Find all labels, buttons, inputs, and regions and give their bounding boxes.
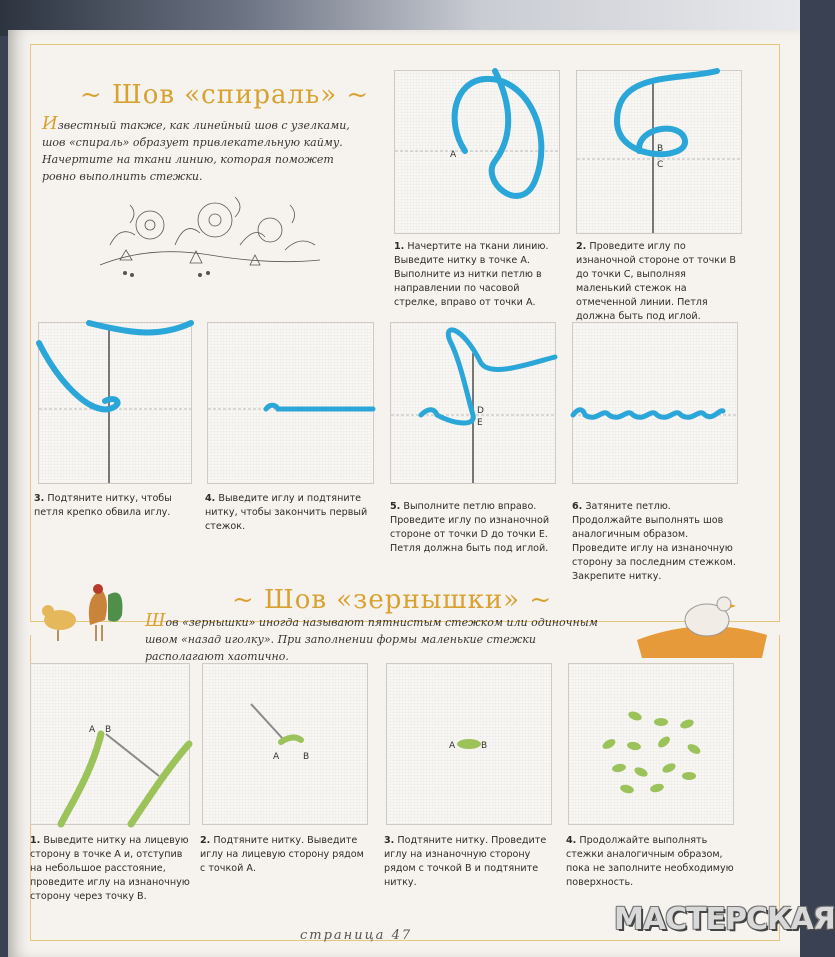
seed-photo-4 — [568, 663, 734, 825]
step-text: Подтяните нитку, чтобы петля крепко обвила иглу. — [34, 493, 172, 518]
step-text: Подтяните нитку. Проведите иглу на изнаночную сторону рядом с точкой В и подтяните нитку. — [384, 835, 547, 888]
rooster-illustration — [30, 575, 130, 645]
step-number: 2. — [576, 241, 587, 252]
step-text: Выведите нитку на лицевую сторону в точке А и, отступив на небольшое расстояние, проведите иглу на изнаночную сторону через точку В. — [30, 835, 190, 902]
step-text: Продолжайте выполнять стежки аналогичным образом, пока не заполните необходимую поверхность. — [566, 835, 734, 888]
point-label: A — [273, 752, 280, 762]
section1-intro-dropcap: И — [42, 113, 58, 134]
step-photo-3 — [38, 322, 192, 484]
step-caption-2 — [576, 240, 742, 324]
step-number: 1. — [30, 835, 41, 846]
step-photo-6 — [572, 322, 738, 484]
seed-caption-3 — [384, 834, 552, 890]
step-text: Затяните петлю. Продолжайте выполнять шов аналогичным образом. Проведите иглу на изнаночную сторону за последним стежком. Закрепите нитку. — [572, 501, 736, 582]
seed-photo-1 — [30, 663, 190, 825]
step-number: 5. — [390, 501, 401, 512]
section1-title: ~ Шов «спираль» ~ — [80, 80, 370, 110]
point-label: A — [449, 741, 456, 751]
step-text: Проведите иглу по изнаночной стороне от точки В до точки С, выполняя маленький стежок на отмеченной линии. Петля должна быть под иглой. — [576, 241, 736, 322]
step-number: 3. — [384, 835, 395, 846]
seed-stitches — [569, 664, 733, 824]
point-label: B — [481, 741, 488, 751]
point-label: A — [89, 725, 96, 735]
step-photo-5 — [390, 322, 556, 484]
step-caption-4 — [205, 492, 373, 534]
step-number: 4. — [205, 493, 216, 504]
step-number: 2. — [200, 835, 211, 846]
section2-intro-text: ов «зернышки» иногда называют пятнистым стежком или одиночным швом «назад иголку». При заполнении формы маленькие стежки располагают хаотично. — [145, 616, 598, 663]
watermark-logo: МАСТЕРСКАЯ — [614, 902, 835, 937]
step-text: Выведите иглу и подтяните нитку, чтобы закончить первый стежок. — [205, 493, 368, 532]
point-label: C — [657, 160, 664, 170]
point-label: A — [450, 150, 457, 160]
step-number: 3. — [34, 493, 45, 504]
point-label: B — [657, 144, 664, 154]
step-caption-1 — [394, 240, 560, 310]
flower-illustration — [90, 185, 330, 285]
step-text: Подтяните нитку. Выведите иглу на лицевую сторону рядом с точкой А. — [200, 835, 364, 874]
step-number: 6. — [572, 501, 583, 512]
page-number: страница 47 — [300, 928, 413, 943]
step-photo-1 — [394, 70, 560, 234]
step-number: 4. — [566, 835, 577, 846]
step-caption-6 — [572, 500, 738, 584]
hen-illustration — [632, 580, 772, 660]
point-label: D — [477, 406, 484, 416]
step-photo-2 — [576, 70, 742, 234]
section1-intro — [42, 115, 362, 185]
step-text: Начертите на ткани линию. Выведите нитку в точке А. Выполните из нитки петлю в направлении по часовой стрелке, вправо от точки А. — [394, 241, 549, 308]
step-photo-4 — [207, 322, 374, 484]
step-caption-5 — [390, 500, 556, 556]
seed-caption-1 — [30, 834, 192, 904]
point-label: B — [105, 725, 112, 735]
section1-intro-text: звестный также, как линейный шов с узелками, шов «спираль» образует привлекательную кайму. Начертите на ткани линию, которая поможет ровно выполнить стежки. — [42, 119, 350, 183]
section2-intro — [145, 612, 615, 665]
step-text: Выполните петлю вправо. Проведите иглу по изнаночной стороне от точки D до точки Е. Петля должна быть под иглой. — [390, 501, 550, 554]
seed-caption-4 — [566, 834, 734, 890]
point-label: E — [477, 418, 483, 428]
seed-photo-3 — [386, 663, 552, 825]
section2-intro-dropcap: Ш — [145, 610, 166, 631]
section2-title: ~ Шов «зернышки» ~ — [232, 585, 553, 615]
step-caption-3 — [34, 492, 192, 520]
seed-photo-2 — [202, 663, 368, 825]
step-number: 1. — [394, 241, 405, 252]
point-label: B — [303, 752, 310, 762]
seed-caption-2 — [200, 834, 366, 876]
